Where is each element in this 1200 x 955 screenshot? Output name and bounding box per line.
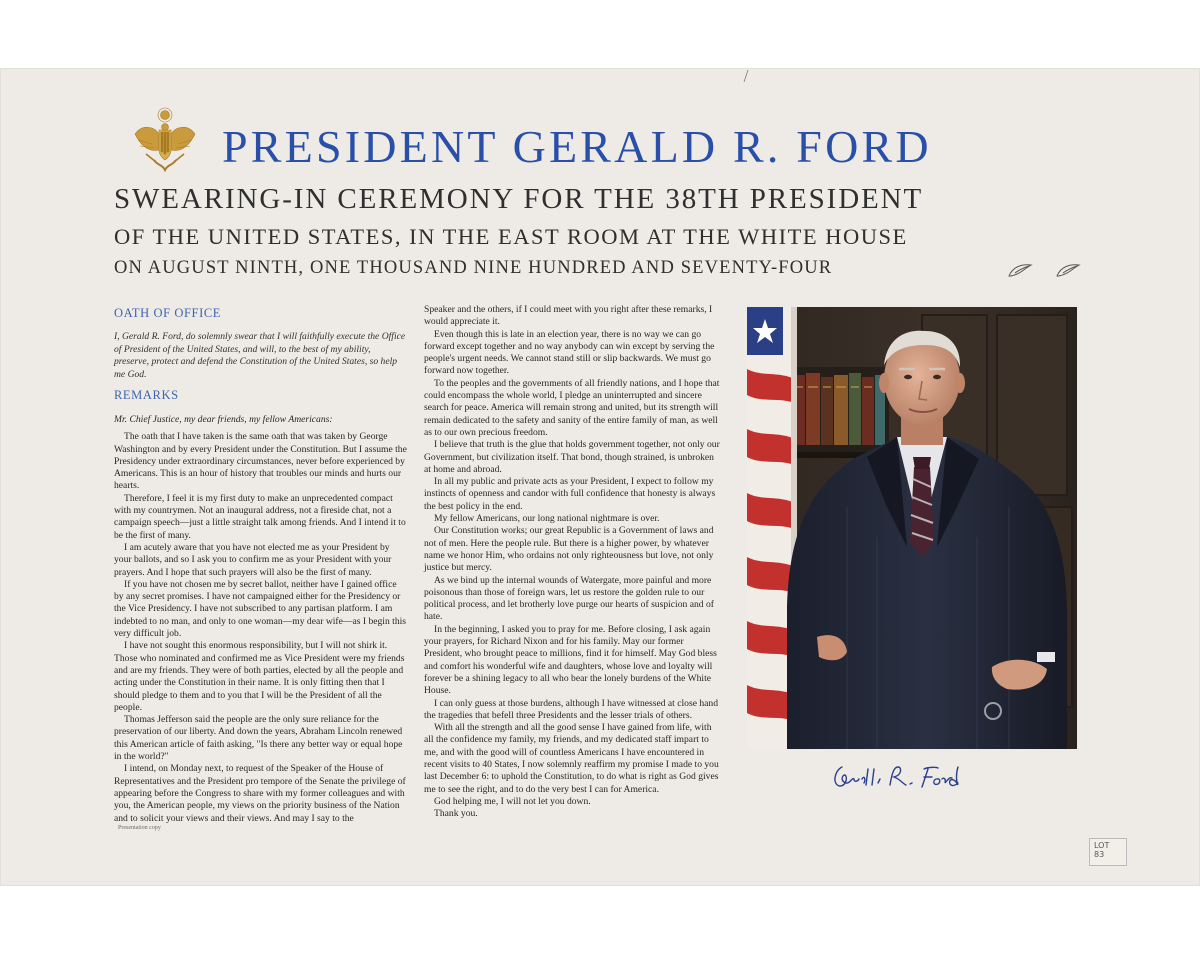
paragraph: I intend, on Monday next, to request of the Speaker of the House of Representatives and the President pro tempore of the Senate the privilege of appearing before the Congress to share with my former colleagues and with you, the American people, my views on the priority business of the Nation and to solicit your views and their views. And may I say to the xyxy=(114,763,406,824)
page-title: PRESIDENT GERALD R. FORD xyxy=(222,121,932,172)
paragraph: Therefore, I feel it is my first duty to make an unprecedented compact with my countrymen. Not an inaugural address, not a fireside chat, not a campaign speech—just a little straight talk among friends. And I intend it to be the first of many. xyxy=(114,492,406,541)
paragraph: I believe that truth is the glue that holds government together, not only our Government, but civilization itself. That bond, though strained, is unbroken at home and abroad. xyxy=(424,439,720,475)
paragraph: In all my public and private acts as your President, I expect to follow my instincts of openness and candor with full confidence that honesty is always the best policy in the end. xyxy=(424,476,716,512)
subtitle-line-2: OF THE UNITED STATES, IN THE EAST ROOM AT THE WHITE HOUSE xyxy=(114,224,908,249)
paragraph: In the beginning, I asked you to pray for me. Before closing, I ask again your prayers, for Richard Nixon and for his family. May our former President, who brought peace to millions, find it for himself. May God bless and comfort his wonderful wife and daughters, whose love and loyalty will forever be a shining legacy to all who bear the lonely burdens of the White House. xyxy=(424,623,717,697)
paragraph: If you have not chosen me by secret ballot, neither have I gained office by any secret promises. I have not campaigned either for the Presidency or the Vice Presidency. I have not subscribed to any partisan platform. I am indebted to no man, and only to one woman—my dear wife—as I begin this very difficult job. xyxy=(114,578,407,640)
subtitle-line-1: SWEARING-IN CEREMONY FOR THE 38TH PRESIDENT xyxy=(114,183,924,215)
paragraph: God helping me, I will not let you down. xyxy=(434,795,591,807)
portrait-photo xyxy=(747,307,1077,749)
paragraph: My fellow Americans, our long national nightmare is over. xyxy=(434,513,660,525)
paragraph: Our Constitution works; our great Republic is a Government of laws and not of men. Here the people rule. But there is a higher power, by whatever name we honor Him, who ordains not only righteousness but love, not only justice but mercy. xyxy=(424,525,714,574)
paragraph: Even though this is late in an election year, there is no way we can go forward except together and no way anybody can win except by serving the people's urgent needs. We cannot stand still or slip backwards. We must go forward now together. xyxy=(424,328,715,377)
oath-text: I, Gerald R. Ford, do solemnly swear that I will faithfully execute the Office of President of the United States, and will, to the best of my ability, preserve, protect and defend the Constitution of the United States, so help me God. xyxy=(114,331,406,380)
paragraph: With all the strength and all the good sense I have gained from life, with all the confidence my family, my friends, and my dedicated staff impart to me, and with the good will of countless Americans I have encountered in recent visits to 40 States, I now solemnly reaffirm my promise I made to you last December 6: to uphold the Constitution, to do what is right as God gives me to see the right, and to do the very best I can for America. xyxy=(424,722,719,795)
paragraph: Thomas Jefferson said the people are the only sure reliance for the preservation of our liberty. And down the years, Abraham Lincoln renewed this American article of faith asking, "Is there any better way or equal hope in the world?" xyxy=(114,714,403,763)
presidential-seal-icon xyxy=(132,104,198,176)
paragraph: The oath that I have taken is the same oath that was taken by George Washington and by every President under the Constitution. But I assume the Presidency under extraordinary circumstances, never before experienced by Americans. This is an hour of history that troubles our minds and hurts our hearts. xyxy=(114,431,407,492)
paragraph: As we bind up the internal wounds of Watergate, more painful and more poisonous than those of foreign wars, let us restore the golden rule to our political process, and let brotherly love purge our hearts of suspicion and of hate. xyxy=(424,574,714,623)
paragraph-continuation: Speaker and the others, if I could meet with you right after these remarks, I would appreciate it. xyxy=(424,304,713,328)
salutation: Mr. Chief Justice, my dear friends, my fellow Americans: xyxy=(114,414,333,425)
subtitle-line-3: ON AUGUST NINTH, ONE THOUSAND NINE HUNDRED AND SEVENTY-FOUR xyxy=(114,258,833,278)
paragraph: Thank you. xyxy=(434,808,478,820)
remarks-heading: REMARKS xyxy=(114,388,179,402)
signature xyxy=(828,759,963,793)
paragraph: I am acutely aware that you have not elected me as your President by your ballots, and so I ask you to confirm me as your President with your prayers. And I hope that such prayers will also be the first of many. xyxy=(114,541,392,578)
pencil-lot-note: LOT 83 xyxy=(1089,838,1127,866)
remarks-column-1 xyxy=(114,414,408,825)
paper-crease-mark xyxy=(742,70,750,82)
leaf-ornament-icon xyxy=(1005,262,1087,278)
paragraph: I can only guess at those burdens, although I have witnessed at close hand the tragedies that befell three Presidents and the lesser trials of others. xyxy=(424,697,719,721)
paragraph: To the peoples and the governments of all friendly nations, and I hope that could encompass the whole world, I pledge an uninterrupted and sincere search for peace. America will remain strong and united, but its strength will remain dedicated to the safety and sanity of the entire family of man, as well as to our own precious freedom. xyxy=(424,377,720,438)
paragraph: I have not sought this enormous responsibility, but I will not shirk it. Those who nominated and confirmed me as Vice President were my friends and are my friends. They were of both parties, elected by all the people and acting under the Constitution in their name. It is only fitting then that I should pledge to them and to you that I will be the President of all the people. xyxy=(114,640,405,713)
oath-heading: OATH OF OFFICE xyxy=(114,306,222,320)
presentation-copy-note: Presentation copy xyxy=(118,825,161,831)
remarks-column-2 xyxy=(424,304,720,820)
